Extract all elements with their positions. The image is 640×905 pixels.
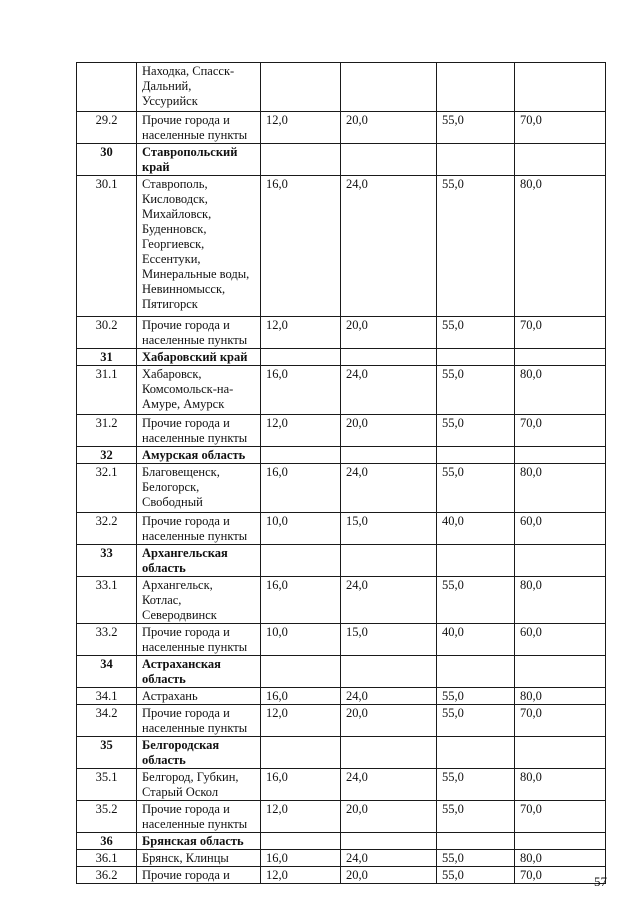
value-cell-2 [341, 656, 437, 688]
table-row [77, 415, 606, 447]
row-number-cell: 31.2 [77, 415, 137, 447]
value-cell-3: 55,0 [437, 801, 515, 833]
location-name-cell: Астрахань [137, 688, 261, 705]
value-cell-2 [341, 63, 437, 112]
value-cell-2: 15,0 [341, 624, 437, 656]
location-name-cell: Прочие города и населенные пункты [137, 705, 261, 737]
row-number-cell: 30.1 [77, 176, 137, 317]
row-number-cell: 34 [77, 656, 137, 688]
value-cell-2: 20,0 [341, 415, 437, 447]
value-cell-2: 20,0 [341, 317, 437, 349]
value-cell-1: 12,0 [261, 801, 341, 833]
value-cell-2: 24,0 [341, 464, 437, 513]
value-cell-4: 70,0 [515, 867, 606, 884]
value-cell-3 [437, 63, 515, 112]
value-cell-2: 20,0 [341, 705, 437, 737]
table-row [77, 801, 606, 833]
value-cell-2 [341, 545, 437, 577]
value-cell-2 [341, 447, 437, 464]
value-cell-3: 55,0 [437, 688, 515, 705]
value-cell-1: 16,0 [261, 577, 341, 624]
row-number-cell: 33 [77, 545, 137, 577]
table-row [77, 577, 606, 624]
value-cell-1 [261, 656, 341, 688]
table-row [77, 317, 606, 349]
table-row [77, 112, 606, 144]
value-cell-1: 16,0 [261, 850, 341, 867]
location-name-cell: Астраханская область [137, 656, 261, 688]
row-number-cell: 31 [77, 349, 137, 366]
row-number-cell [77, 63, 137, 112]
value-cell-1: 12,0 [261, 415, 341, 447]
value-cell-3: 55,0 [437, 867, 515, 884]
row-number-cell: 32.2 [77, 513, 137, 545]
location-name-cell: Брянск, Клинцы [137, 850, 261, 867]
value-cell-1 [261, 833, 341, 850]
location-name-cell: Благовещенск, Белогорск, Свободный [137, 464, 261, 513]
value-cell-2 [341, 349, 437, 366]
value-cell-3: 55,0 [437, 850, 515, 867]
row-number-cell: 34.2 [77, 705, 137, 737]
row-number-cell: 35 [77, 737, 137, 769]
row-number-cell: 32 [77, 447, 137, 464]
page-number: 57 [594, 874, 607, 889]
region-header-row [77, 833, 606, 850]
table-row [77, 688, 606, 705]
value-cell-1 [261, 447, 341, 464]
table-row [77, 624, 606, 656]
value-cell-3: 55,0 [437, 415, 515, 447]
value-cell-2: 24,0 [341, 850, 437, 867]
location-name-cell: Прочие города и населенные пункты [137, 513, 261, 545]
location-name-cell: Прочие города и населенные пункты [137, 624, 261, 656]
table-row [77, 850, 606, 867]
table-row [77, 464, 606, 513]
value-cell-2: 24,0 [341, 769, 437, 801]
region-header-row [77, 656, 606, 688]
value-cell-1: 12,0 [261, 112, 341, 144]
value-cell-1: 10,0 [261, 624, 341, 656]
row-number-cell: 36.2 [77, 867, 137, 884]
location-name-cell: Хабаровск, Комсомольск-на- Амуре, Амурск [137, 366, 261, 415]
value-cell-4: 80,0 [515, 577, 606, 624]
value-cell-1: 16,0 [261, 688, 341, 705]
location-name-cell: Брянская область [137, 833, 261, 850]
value-cell-4 [515, 144, 606, 176]
value-cell-4: 60,0 [515, 624, 606, 656]
row-number-cell: 34.1 [77, 688, 137, 705]
value-cell-4: 80,0 [515, 464, 606, 513]
tariff-table [76, 62, 606, 884]
value-cell-3: 55,0 [437, 705, 515, 737]
value-cell-2: 20,0 [341, 112, 437, 144]
value-cell-1: 12,0 [261, 867, 341, 884]
value-cell-3 [437, 833, 515, 850]
value-cell-4: 80,0 [515, 769, 606, 801]
location-name-cell: Архангельск, Котлас, Северодвинск [137, 577, 261, 624]
value-cell-4 [515, 737, 606, 769]
value-cell-2: 20,0 [341, 867, 437, 884]
location-name-cell: Прочие города и населенные пункты [137, 415, 261, 447]
value-cell-4 [515, 833, 606, 850]
value-cell-2: 24,0 [341, 366, 437, 415]
location-name-cell: Прочие города и населенные пункты [137, 112, 261, 144]
value-cell-3 [437, 144, 515, 176]
value-cell-4: 80,0 [515, 688, 606, 705]
region-header-row [77, 737, 606, 769]
value-cell-2 [341, 144, 437, 176]
value-cell-2: 24,0 [341, 176, 437, 317]
value-cell-3: 55,0 [437, 769, 515, 801]
table-row [77, 705, 606, 737]
location-name-cell: Хабаровский край [137, 349, 261, 366]
value-cell-4: 80,0 [515, 176, 606, 317]
value-cell-4 [515, 545, 606, 577]
row-number-cell: 36 [77, 833, 137, 850]
value-cell-1 [261, 63, 341, 112]
value-cell-3 [437, 545, 515, 577]
row-number-cell: 29.2 [77, 112, 137, 144]
location-name-cell: Белгород, Губкин, Старый Оскол [137, 769, 261, 801]
value-cell-2: 24,0 [341, 688, 437, 705]
value-cell-3 [437, 447, 515, 464]
value-cell-2: 15,0 [341, 513, 437, 545]
value-cell-3: 55,0 [437, 577, 515, 624]
location-name-cell: Амурская область [137, 447, 261, 464]
row-number-cell: 36.1 [77, 850, 137, 867]
location-name-cell: Прочие города и населенные пункты [137, 801, 261, 833]
value-cell-2 [341, 833, 437, 850]
table-row [77, 867, 606, 884]
value-cell-3: 55,0 [437, 366, 515, 415]
value-cell-1: 16,0 [261, 769, 341, 801]
value-cell-1: 10,0 [261, 513, 341, 545]
value-cell-2: 20,0 [341, 801, 437, 833]
location-name-cell: Прочие города и [137, 867, 261, 884]
table-row [77, 366, 606, 415]
value-cell-1: 16,0 [261, 366, 341, 415]
row-number-cell: 35.2 [77, 801, 137, 833]
value-cell-1: 16,0 [261, 464, 341, 513]
value-cell-3 [437, 737, 515, 769]
value-cell-4: 80,0 [515, 850, 606, 867]
value-cell-3: 55,0 [437, 464, 515, 513]
value-cell-1: 16,0 [261, 176, 341, 317]
location-name-cell: Прочие города и населенные пункты [137, 317, 261, 349]
value-cell-3: 40,0 [437, 624, 515, 656]
value-cell-4: 70,0 [515, 317, 606, 349]
region-header-row [77, 447, 606, 464]
table-row [77, 176, 606, 317]
value-cell-4: 70,0 [515, 415, 606, 447]
row-number-cell: 35.1 [77, 769, 137, 801]
row-number-cell: 30.2 [77, 317, 137, 349]
value-cell-4: 60,0 [515, 513, 606, 545]
region-header-row [77, 349, 606, 366]
value-cell-3 [437, 656, 515, 688]
value-cell-4: 80,0 [515, 366, 606, 415]
value-cell-4: 70,0 [515, 112, 606, 144]
value-cell-3: 55,0 [437, 112, 515, 144]
table-row [77, 513, 606, 545]
region-header-row [77, 545, 606, 577]
value-cell-1: 12,0 [261, 705, 341, 737]
location-name-cell: Ставропольский край [137, 144, 261, 176]
value-cell-2: 24,0 [341, 577, 437, 624]
value-cell-1 [261, 545, 341, 577]
location-name-cell: Ставрополь, Кисловодск, Михайловск, Буденновск, Георгиевск, Ессентуки, Минеральные воды, Невинномысск, Пятигорск [137, 176, 261, 317]
value-cell-1: 12,0 [261, 317, 341, 349]
value-cell-4: 70,0 [515, 705, 606, 737]
location-name-cell: Архангельская область [137, 545, 261, 577]
value-cell-4 [515, 349, 606, 366]
table-row [77, 769, 606, 801]
value-cell-1 [261, 144, 341, 176]
value-cell-1 [261, 737, 341, 769]
row-number-cell: 33.2 [77, 624, 137, 656]
value-cell-3: 55,0 [437, 176, 515, 317]
table-row [77, 63, 606, 112]
value-cell-1 [261, 349, 341, 366]
value-cell-4 [515, 656, 606, 688]
row-number-cell: 33.1 [77, 577, 137, 624]
region-header-row [77, 144, 606, 176]
table-body [77, 63, 606, 884]
location-name-cell: Белгородская область [137, 737, 261, 769]
value-cell-4 [515, 447, 606, 464]
value-cell-3 [437, 349, 515, 366]
value-cell-3: 55,0 [437, 317, 515, 349]
value-cell-4: 70,0 [515, 801, 606, 833]
value-cell-3: 40,0 [437, 513, 515, 545]
row-number-cell: 32.1 [77, 464, 137, 513]
value-cell-2 [341, 737, 437, 769]
row-number-cell: 30 [77, 144, 137, 176]
location-name-cell: Находка, Спасск- Дальний, Уссурийск [137, 63, 261, 112]
value-cell-4 [515, 63, 606, 112]
row-number-cell: 31.1 [77, 366, 137, 415]
